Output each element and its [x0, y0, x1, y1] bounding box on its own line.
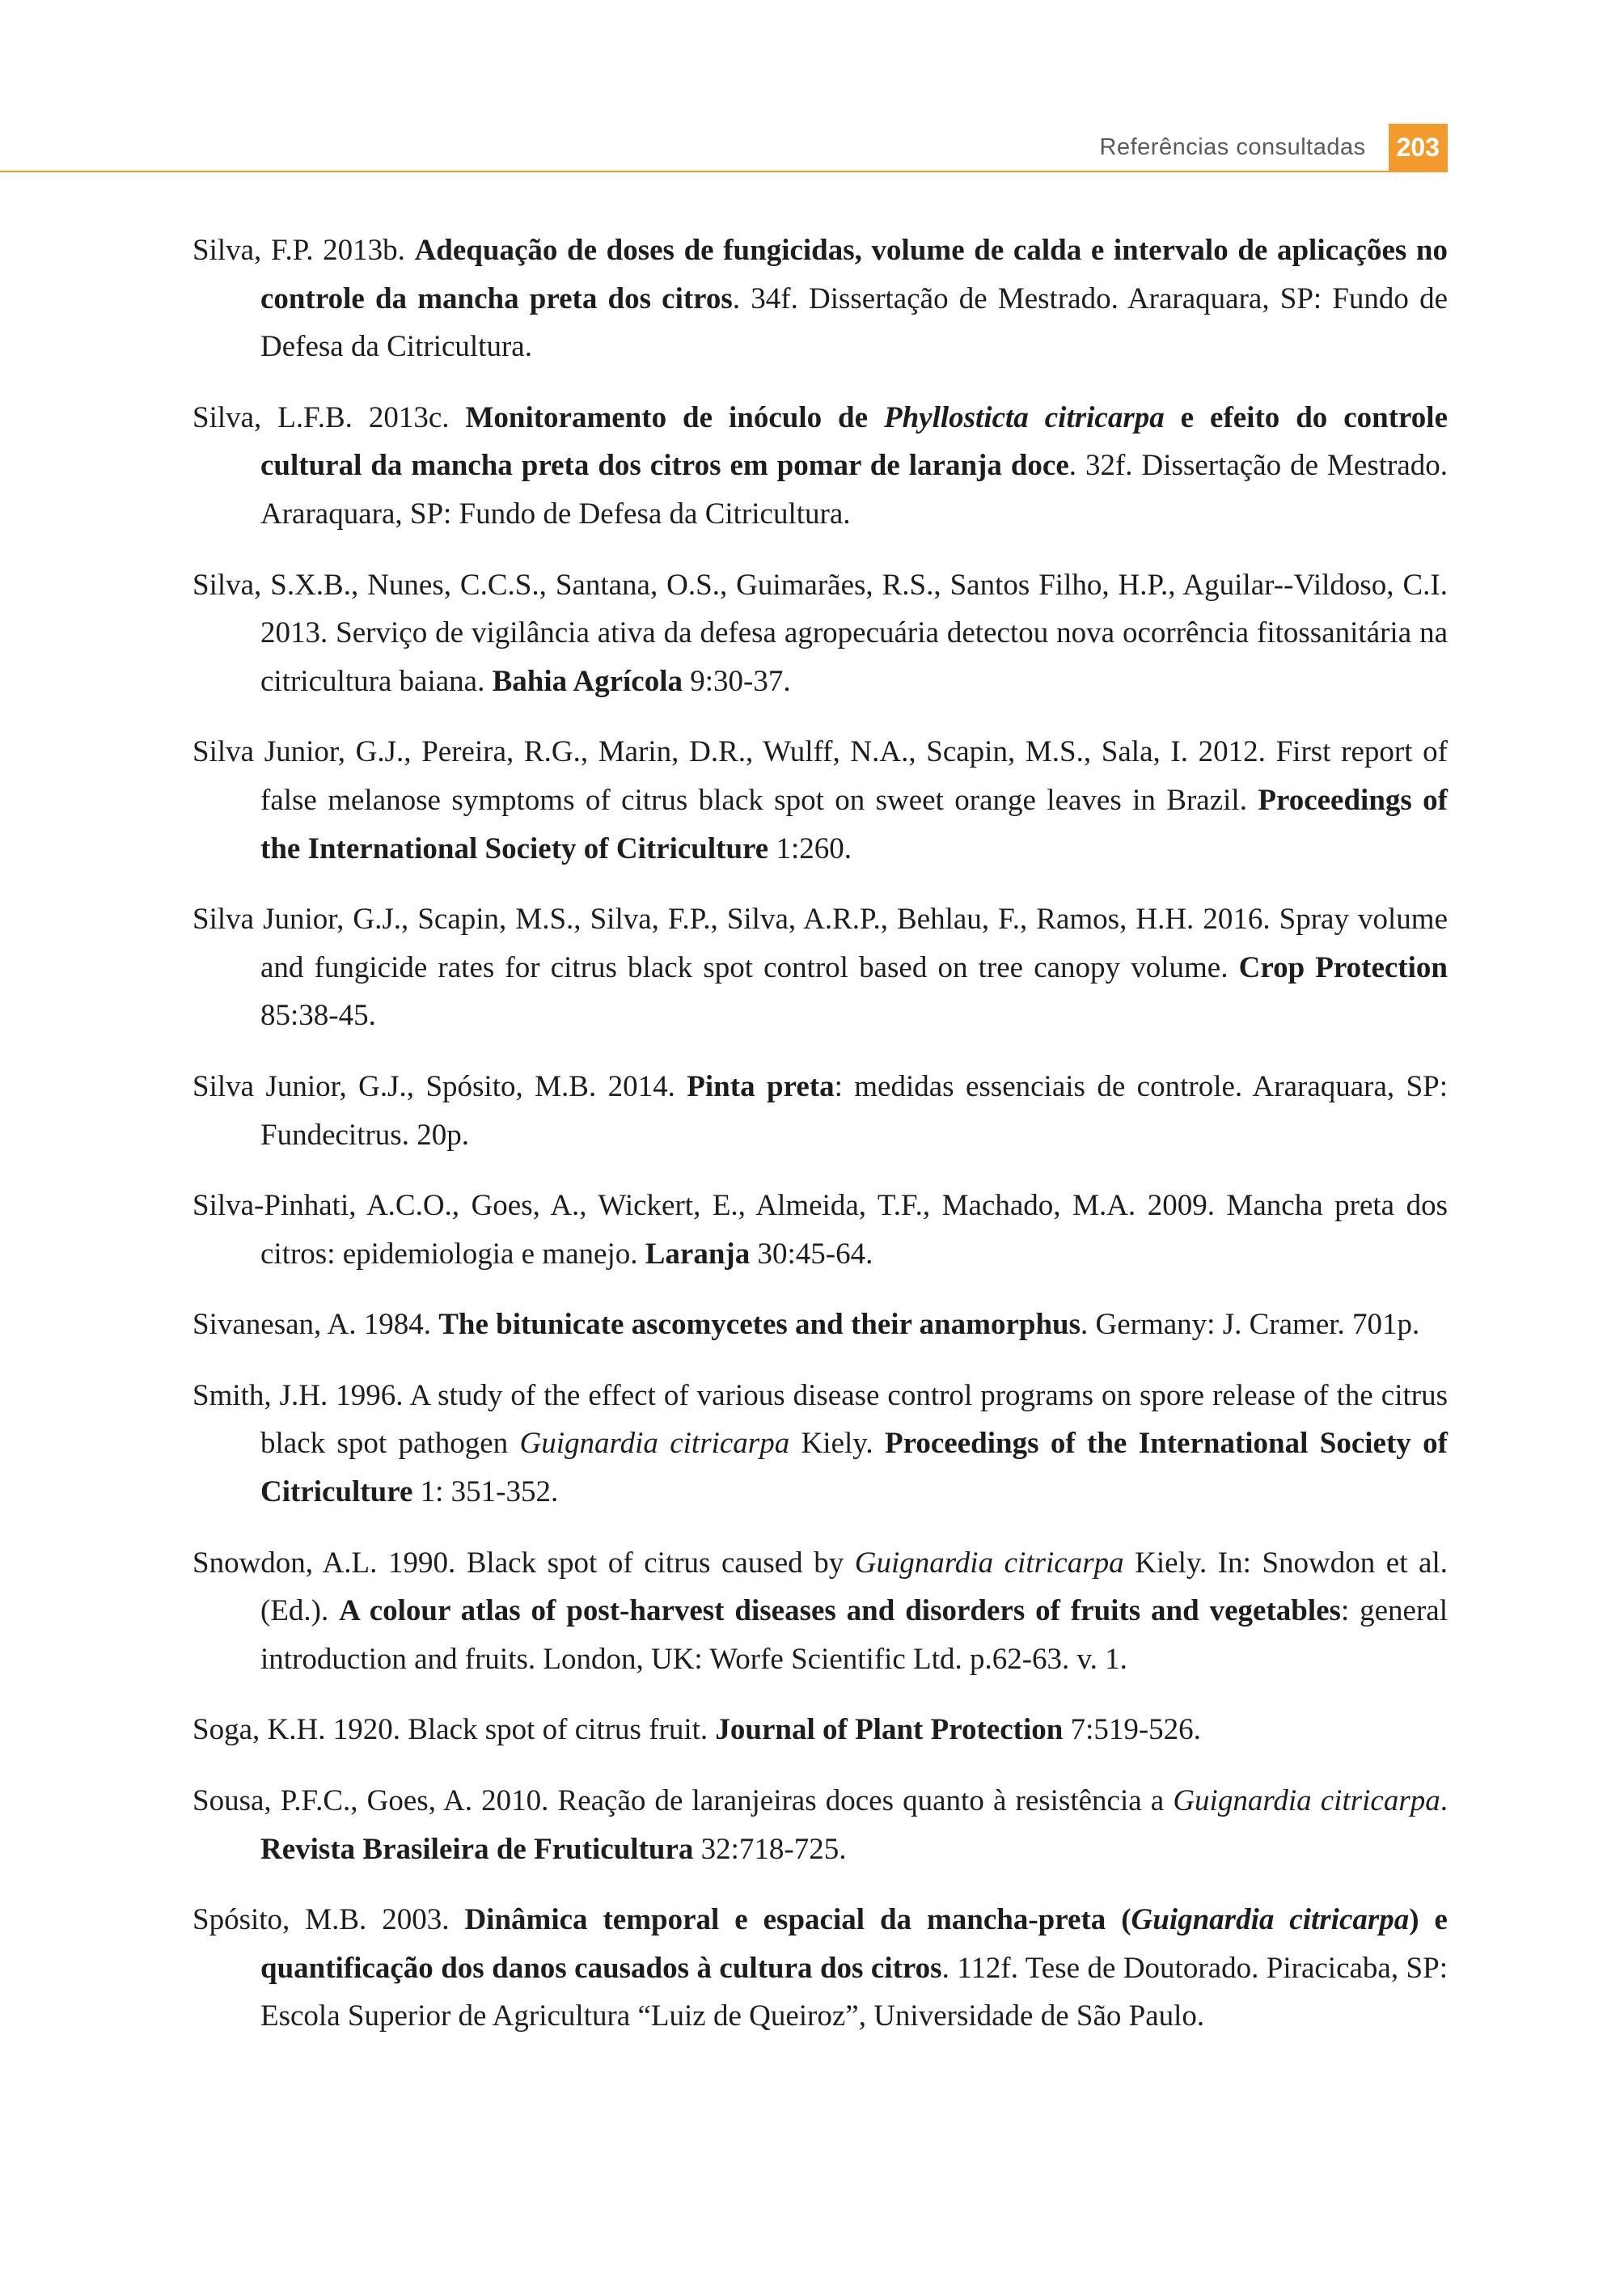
reference-entry [192, 895, 1448, 1040]
reference-text: Silva-Pinhati, A.C.O., Goes, A., Wickert, E., Almeida, T.F., Machado, M.A. 2009. Mancha preta dos citros: epidemiologia e manejo. [192, 1189, 1448, 1271]
reference-entry [192, 1372, 1448, 1517]
reference-text: . 32f. Dissertação de Mestrado. Araraquara, SP: Fundo de Defesa da Citricultura. [260, 449, 1448, 531]
reference-text: . 112f. Tese de Doutorado. Piracicaba, SP: Escola Superior de Agricultura “Luiz de Queiroz”, Universidade de São Paulo. [260, 1951, 1448, 2033]
reference-text-italic: Guignardia citricarpa [1173, 1784, 1440, 1818]
reference-text-bold: A colour atlas of post-harvest diseases and disorders of fruits and vegetables [339, 1594, 1341, 1628]
reference-text: Sousa, P.F.C., Goes, A. 2010. Reação de laranjeiras doces quanto à resistência a [192, 1784, 1174, 1818]
reference-entry [192, 1063, 1448, 1159]
reference-text-bold: Proceedings of the International Society of Citriculture [260, 783, 1448, 865]
reference-text-bold [1131, 1903, 1410, 1936]
page-header [1100, 123, 1448, 171]
page-number: 203 [1389, 124, 1448, 171]
reference-text-bold: The bitunicate ascomycetes and their anamorphus [438, 1308, 1081, 1342]
reference-list [192, 226, 1448, 2063]
reference-text-bold: ) e quantificação dos danos causados à cultura dos citros [260, 1903, 1448, 1985]
reference-text-bold: Adequação de doses de fungicidas, volume de calda e intervalo de aplicações no controle da mancha preta dos citros [260, 234, 1448, 315]
reference-text: 32:718-725. [693, 1832, 847, 1866]
header-rule [0, 171, 1448, 172]
reference-text: Kiely. [789, 1427, 886, 1461]
reference-entry [192, 226, 1448, 371]
reference-entry [192, 1539, 1448, 1684]
reference-text: . [1440, 1784, 1448, 1818]
reference-text-bold: Crop Protection [1238, 950, 1448, 984]
reference-text-bold: Revista Brasileira de Fruticultura [260, 1832, 694, 1866]
reference-text-bold-italic: Phyllosticta citricarpa [883, 400, 1165, 434]
reference-text: Snowdon, A.L. 1990. Black spot of citrus caused by [192, 1546, 855, 1580]
reference-text-italic: Guignardia citricarpa [519, 1427, 790, 1461]
reference-text: . 34f. Dissertação de Mestrado. Araraquara, SP: Fundo de Defesa da Citricultura. [260, 281, 1448, 364]
reference-text: Smith, J.H. 1996. A study of the effect of various disease control programs on spore release of the citrus black spot pathogen [192, 1378, 1448, 1461]
reference-entry [192, 561, 1448, 706]
running-title: Referências consultadas [1099, 133, 1366, 160]
reference-text: Silva, L.F.B. 2013c. [192, 400, 466, 434]
reference-text-bold: Laranja [645, 1237, 751, 1271]
reference-text: Sivanesan, A. 1984. [192, 1308, 439, 1342]
reference-text: : medidas essenciais de controle. Araraquara, SP: Fundecitrus. 20p. [260, 1069, 1448, 1152]
reference-entry [192, 1301, 1448, 1349]
reference-text-bold: Monitoramento de inóculo de [465, 400, 884, 434]
reference-text: 1: 351-352. [412, 1475, 559, 1509]
reference-text: Silva Junior, G.J., Scapin, M.S., Silva, F.P., Silva, A.R.P., Behlau, F., Ramos, H.H. 2016. Spray volume and fungicide rates for citrus black spot control based on tree canopy volume. [192, 903, 1448, 984]
reference-text: 85:38-45. [260, 999, 376, 1033]
reference-text: Soga, K.H. 1920. Black spot of citrus fruit. [192, 1713, 716, 1747]
reference-text: Silva, F.P. 2013b. [192, 234, 415, 267]
reference-text: Silva Junior, G.J., Spósito, M.B. 2014. [192, 1069, 687, 1103]
reference-text: Silva Junior, G.J., Pereira, R.G., Marin, D.R., Wulff, N.A., Scapin, M.S., Sala, I. 2012. First report of false melanose symptoms of citrus black spot on sweet orange leaves in Brazil. [192, 735, 1448, 817]
reference-text-bold: Proceedings of the International Society of Citriculture [260, 1427, 1448, 1509]
reference-text-bold: Journal of Plant Protection [715, 1713, 1064, 1747]
reference-text: 30:45-64. [750, 1237, 873, 1271]
reference-text: 9:30-37. [682, 664, 791, 698]
reference-text: Kiely. In: Snowdon et al. (Ed.). [260, 1546, 1448, 1628]
reference-text-bold [884, 401, 1165, 434]
reference-text-bold: Bahia Agrícola [492, 664, 683, 698]
reference-entry [192, 1706, 1448, 1754]
reference-text-bold: Pinta preta [687, 1069, 835, 1103]
reference-text: Silva, S.X.B., Nunes, C.C.S., Santana, O.S., Guimarães, R.S., Santos Filho, H.P., Aguilar--Vildoso, C.I. 2013. Serviço de vigilância ativa da defesa agropecuária detectou nova ocorrência fitossanitária na citricultura baiana. [192, 568, 1448, 698]
reference-text: Spósito, M.B. 2003. [192, 1903, 465, 1937]
reference-entry [192, 728, 1448, 873]
reference-text: . Germany: J. Cramer. 701p. [1081, 1308, 1420, 1342]
reference-entry [192, 1182, 1448, 1278]
reference-text: 7:519-526. [1063, 1713, 1201, 1747]
reference-entry [192, 1896, 1448, 2041]
reference-text-bold: Dinâmica temporal e espacial da mancha-preta ( [464, 1903, 1131, 1937]
reference-text-bold-italic: Guignardia citricarpa [1131, 1903, 1410, 1937]
reference-text: 1:260. [768, 831, 852, 865]
reference-text-italic: Guignardia citricarpa [854, 1546, 1124, 1580]
reference-entry [192, 1777, 1448, 1873]
reference-entry [192, 394, 1448, 539]
reference-text: : general introduction and fruits. London, UK: Worfe Scientific Ltd. p.62-63. v. 1. [260, 1594, 1448, 1676]
reference-text-bold: e efeito do controle cultural da mancha preta dos citros em pomar de laranja doce [260, 400, 1448, 483]
